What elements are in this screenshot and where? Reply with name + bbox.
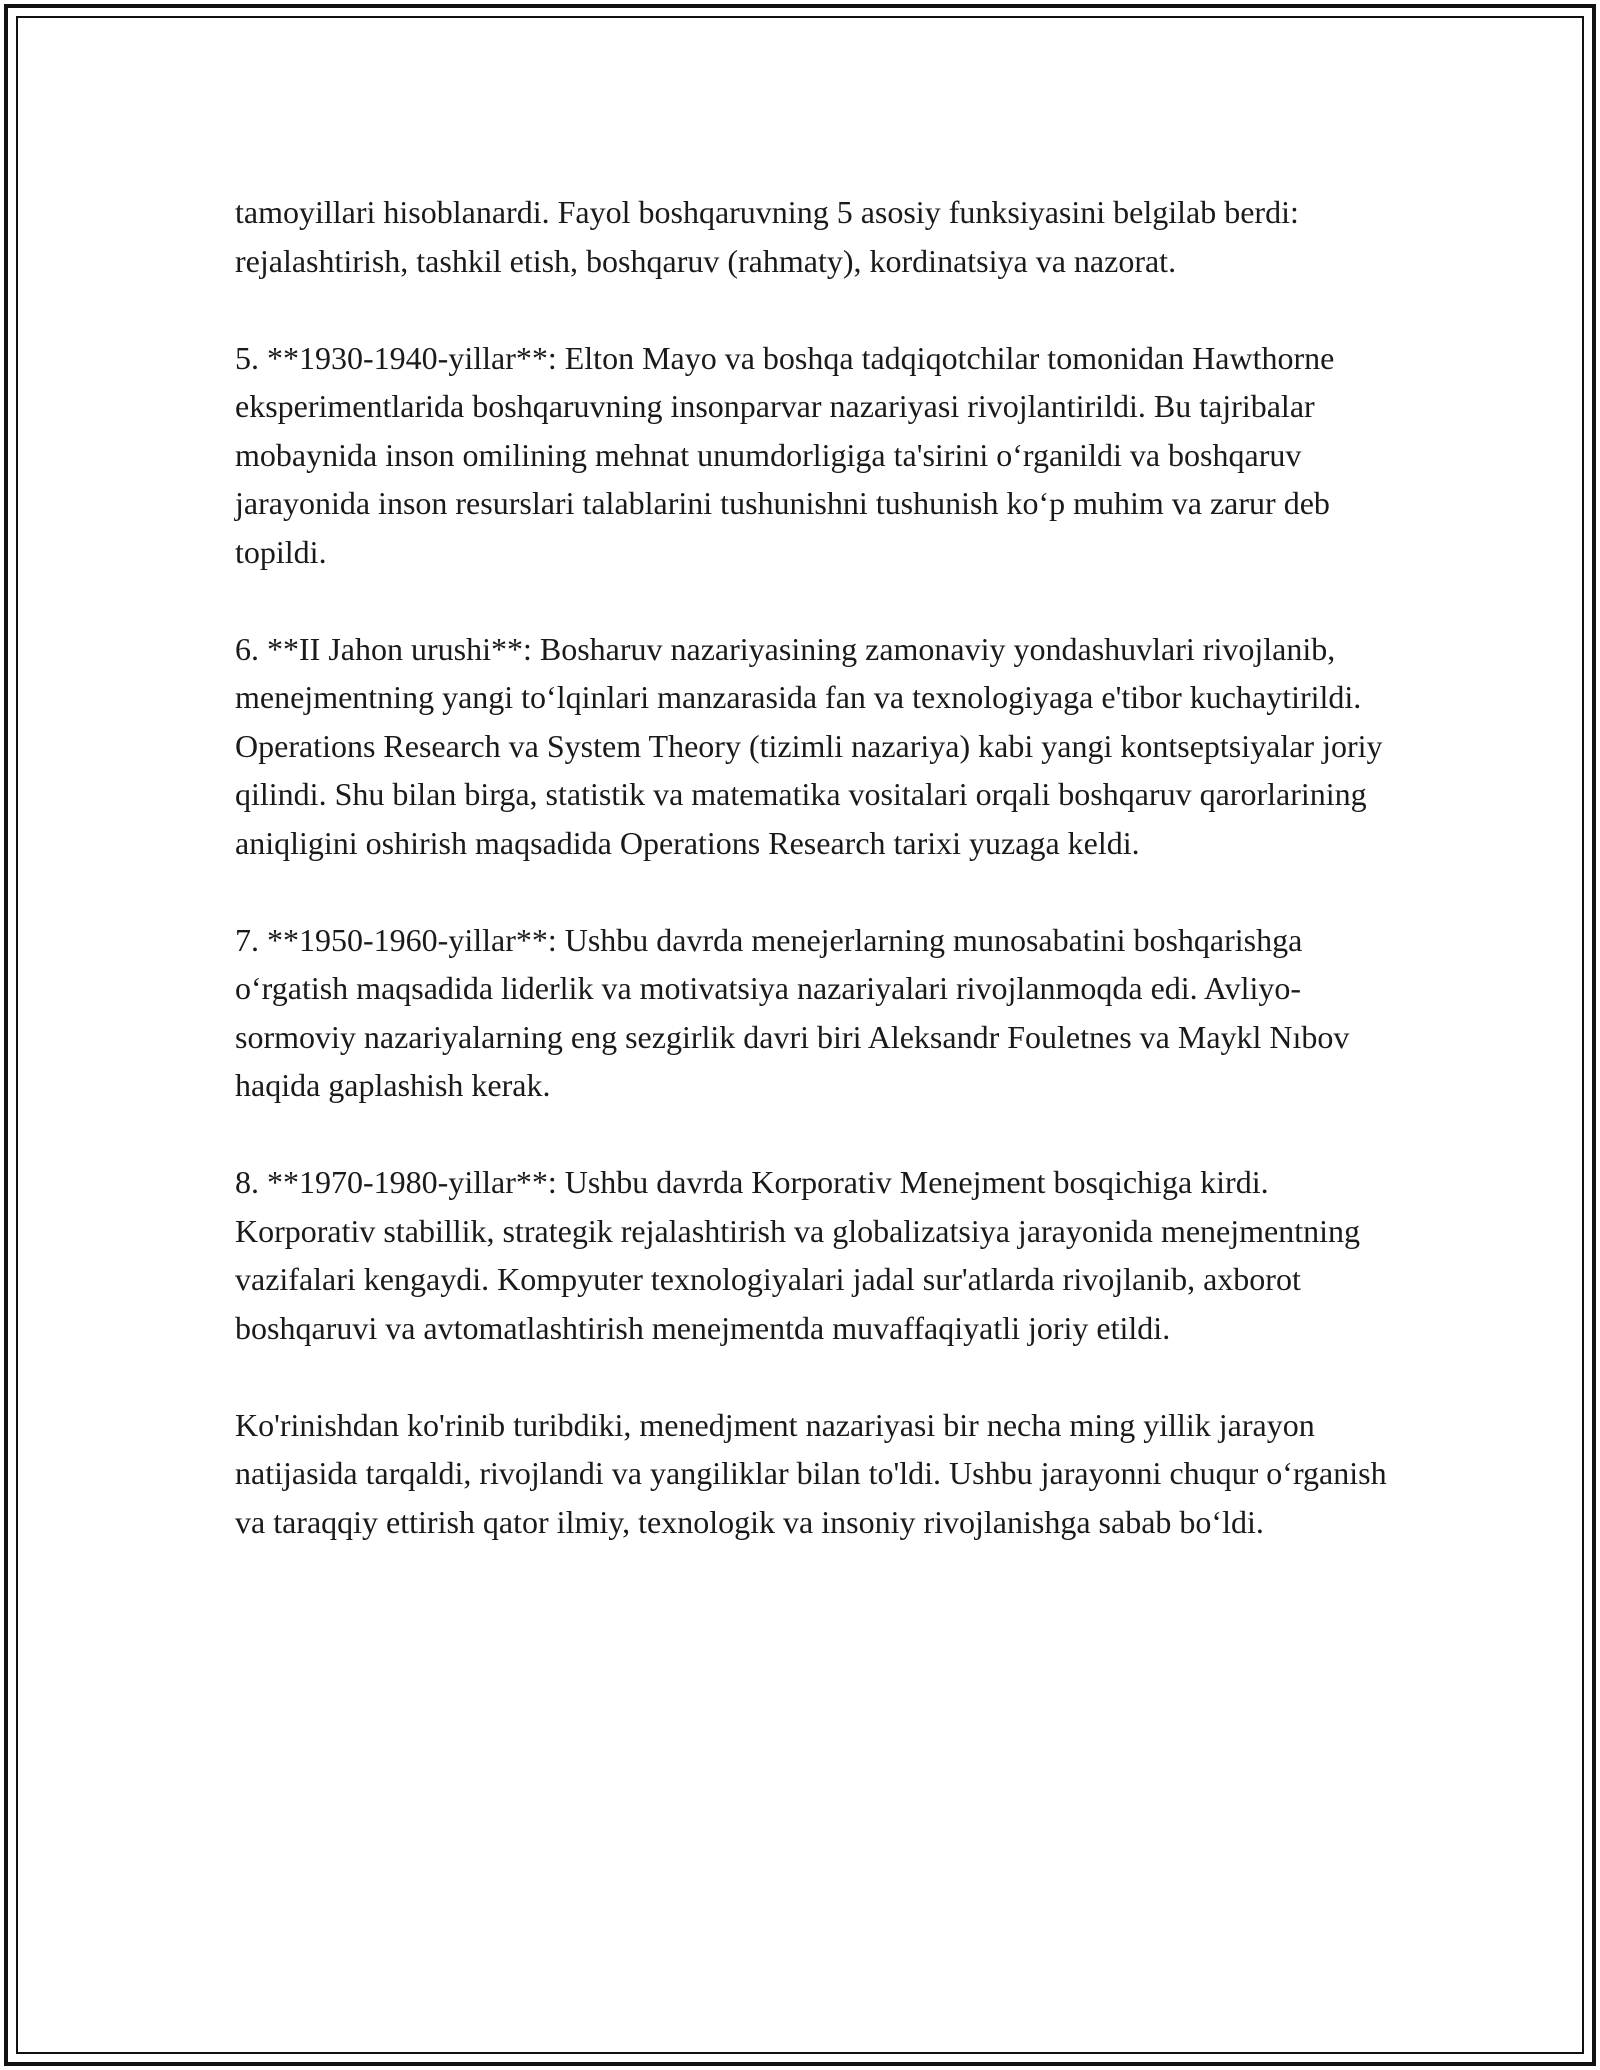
paragraph-1950-1960: 7. **1950-1960-yillar**: Ushbu davrda menejerlarning munosabatini boshqarishga oʻrgatish maqsadida liderlik va motivatsiya nazariyalari rivojlanmoqda edi. Avliyo-sormoviy nazariyalarning eng sezgirlik davri biri Aleksandr Fouletnes va Maykl Nıbov haqida gaplashish kerak. [235, 921, 1350, 1103]
paragraph-fayol-continuation: tamoyillari hisoblanardi. Fayol boshqaruvning 5 asosiy funksiyasini belgilab berdi: rejalashtirish, tashkil etish, boshqaruv (rahmaty), kordinatsiya va nazorat. [235, 194, 1299, 279]
paragraph-1930-1940: 5. **1930-1940-yillar**: Elton Mayo va boshqa tadqiqotchilar tomonidan Hawthorne eksperimentlarida boshqaruvning insonparvar nazariyasi rivojlantirildi. Bu tajribalar mobaynida inson omilining mehnat unumdorligiga ta'sirini oʻrganildi va boshqaruv jarayonida inson resurslari talablarini tushunishni tushunish koʻp muhim va zarur deb topildi. [235, 339, 1335, 570]
paragraph-conclusion: Ko'rinishdan ko'rinib turibdiki, menedjment nazariyasi bir necha ming yillik jarayon natijasida tarqaldi, rivojlandi va yangiliklar bilan to'ldi. Ushbu jarayonni chuqur oʻrganish va taraqqiy ettirish qator ilmiy, texnologik va insoniy rivojlanishga sabab boʻldi. [235, 1406, 1387, 1540]
paragraph-1970-1980: 8. **1970-1980-yillar**: Ushbu davrda Korporativ Menejment bosqichiga kirdi. Korporativ stabillik, strategik rejalashtirish va globalizatsiya jarayonida menejmentning vazifalari kengaydi. Kompyuter texnologiyalari jadal sur'atlarda rivojlanib, axborot boshqaruvi va avtomatlashtirish menejmentda muvaffaqiyatli joriy etildi. [235, 1164, 1361, 1346]
document-body [235, 188, 1395, 1595]
paragraph-world-war-2: 6. **II Jahon urushi**: Bosharuv nazariyasining zamonaviy yondashuvlari rivojlanib, menejmentning yangi toʻlqinlari manzarasida fan va texnologiyaga e'tibor kuchaytirildi. Operations Research va System Theory (tizimli nazariya) kabi yangi kontseptsiyalar joriy qilindi. Shu bilan birga, statistik va matematika vositalari orqali boshqaruv qarorlarining aniqligini oshirish maqsadida Operations Research tarixi yuzaga keldi. [235, 630, 1383, 861]
